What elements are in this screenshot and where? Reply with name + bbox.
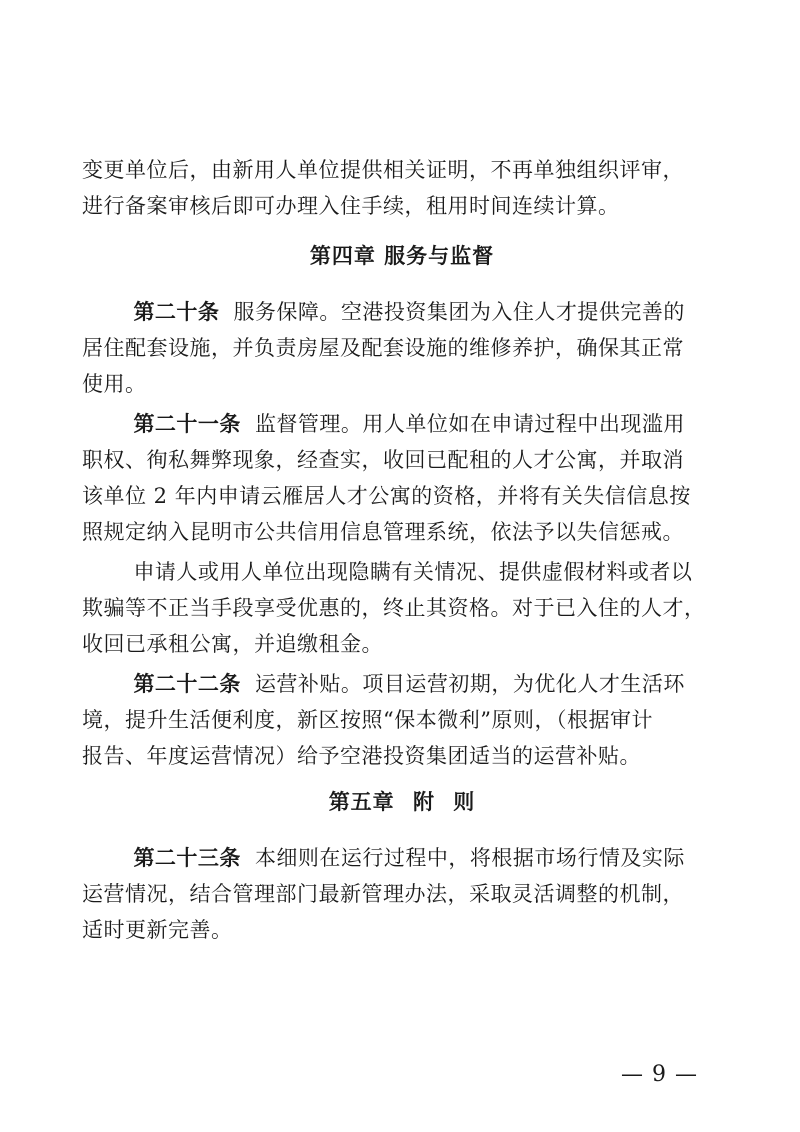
article-20 [82,294,722,402]
text-line: 申请人或用人单位出现隐瞒有关情况、提供虚假材料或者以 [133,560,693,584]
text-line: 居住配套设施，并负责房屋及配套设施的维修养护，确保其正常 [82,336,684,360]
article-21 [82,406,722,550]
text-line: 照规定纳入昆明市公共信用信息管理系统，依法予以失信惩戒。 [82,520,684,544]
text-line [82,840,722,876]
article-text: 服务保障。空港投资集团为入住人才提供完善的 [233,300,685,324]
text-line: 报告、年度运营情况）给予空港投资集团适当的运营补贴。 [82,744,641,768]
text-line: 运营情况，结合管理部门最新管理办法，采取灵活调整的机制， [82,882,684,906]
page-number: — 9 — [621,1062,698,1087]
article-text: 运营补贴。项目运营初期，为优化人才生活环 [254,672,685,696]
text-line: 欺骗等不正当手段享受优惠的，终止其资格。对于已入住的人才， [82,596,706,620]
chapter-4-title: 第四章 服务与监督 [309,244,495,268]
text-line: 使用。 [82,372,147,396]
text-line: 收回已承租公寓，并追缴租金。 [82,632,383,656]
text-line: 进行备案审核后即可办理入住手续，租用时间连续计算。 [82,194,620,218]
article-23 [82,840,722,948]
text-line [82,666,722,702]
article-number: 第二十三条 [133,846,241,870]
article-number: 第二十二条 [133,672,241,696]
text-line: 境，提升生活便利度，新区按照“保本微利”原则，（根据审计 [82,708,653,732]
text-line: 职权、徇私舞弊现象，经查实，收回已配租的人才公寓，并取消 [82,448,684,472]
intro-paragraph [82,152,722,224]
text-line [82,406,722,442]
text-line: 适时更新完善。 [82,918,233,942]
article-number: 第二十条 [133,300,220,324]
article-21-paragraph-2 [82,554,722,662]
document-body [82,152,722,952]
article-22 [82,666,722,774]
article-text: 监督管理。用人单位如在申请过程中出现滥用 [254,412,685,436]
article-text: 本细则在运行过程中，将根据市场行情及实际 [254,846,685,870]
text-line: 该单位 2 年内申请云雁居人才公寓的资格，并将有关失信信息按 [82,484,691,508]
text-line [82,294,722,330]
text-line: 变更单位后，由新用人单位提供相关证明，不再单独组织评审， [82,158,684,182]
chapter-5-title: 第五章 附 则 [328,790,476,814]
article-number: 第二十一条 [133,412,241,436]
